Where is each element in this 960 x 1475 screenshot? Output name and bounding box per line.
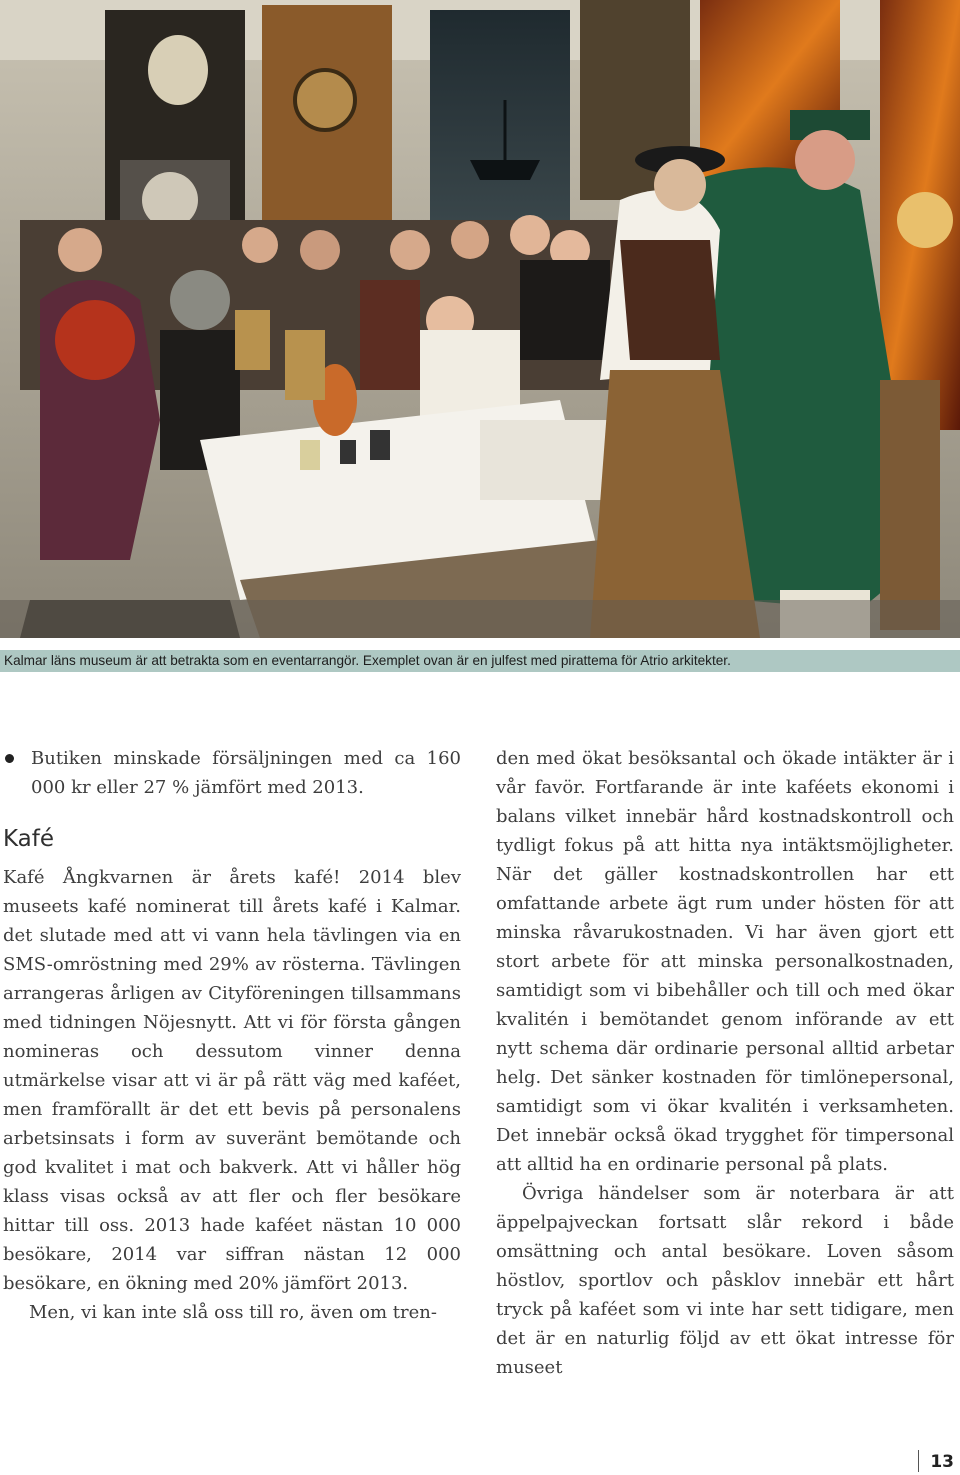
pirate-party-illustration	[0, 0, 960, 638]
bullet-dot-icon	[5, 754, 14, 763]
event-photo	[0, 0, 960, 638]
body-paragraph: Men, vi kan inte slå oss till ro, även om tren-	[29, 1302, 437, 1323]
right-column	[496, 744, 954, 1382]
body-paragraph: Kafé Ångkvarnen är årets kafé! 2014 blev museets kafé nominerat till årets kafé i Kalmar. det slutade med att vi vann hela tävlingen via en SMS-omröstning med 29% av rösterna. Tävlingen arrangeras årligen av Cityföreningen tillsammans med tidningen Nöjesnytt. Att vi för första gången nomineras och dessutom vinner denna utmärkelse visar att vi är på rätt väg med kaféet, men framförallt är det ett bevis på personalens arbetsinsats i form av suveränt bemötande och god kvalitet i mat och bakverk. Att vi håller hög klass visas också av att fler och fler besökare hittar till oss. 2013 hade kaféet nästan 10 000 besökare, 2014 var siffran nästan 12 000 besökare, en ökning med 20% jämfört 2013.	[3, 867, 461, 1294]
left-column	[3, 744, 461, 1327]
section-heading: Kafé	[3, 826, 55, 852]
body-paragraph: den med ökat besöksantal och ökade intäkter är i vår favör. Fortfarande är inte kaféets ekonomi i balans vilket innebär hård kostnadskontroll och tydligt fokus på att hitta nya intäktsmöjligheter. När det gäller kostnadskontrollen har ett omfattande arbete ägt rum under hösten för att minska råvarukostnaden. Vi har även gjort ett stort arbete för att minska personalkostnaden, samtidigt som vi bibehåller och till och med ökar kvalitén i bemötandet genom införande av ett nytt schema där ordinarie personal alltid arbetar helg. Det sänker kostnaden för timlönepersonal, samtidigt som vi ökar kvalitén i verksamheten. Det innebär också ökad trygghet för timpersonal att alltid ha en ordinarie personal på plats.	[496, 748, 954, 1175]
photo-caption: Kalmar läns museum är att betrakta som en eventarrangör. Exemplet ovan är en julfest med pirattema för Atrio arkitekter.	[0, 650, 960, 672]
bullet-text: Butiken minskade försäljningen med ca 160 000 kr eller 27 % jämfört med 2013.	[31, 748, 461, 798]
bullet-item	[3, 744, 461, 802]
body-paragraph: Övriga händelser som är noterbara är att äppelpajveckan fortsatt slår rekord i både omsättning och antal besökare. Loven såsom höstlov, sportlov och påsklov innebär ett hårt tryck på kaféet som vi inte har sett tidigare, men det är en naturlig följd av ett ökat intresse för museet	[496, 1183, 954, 1378]
page-number: 13	[930, 1452, 954, 1472]
